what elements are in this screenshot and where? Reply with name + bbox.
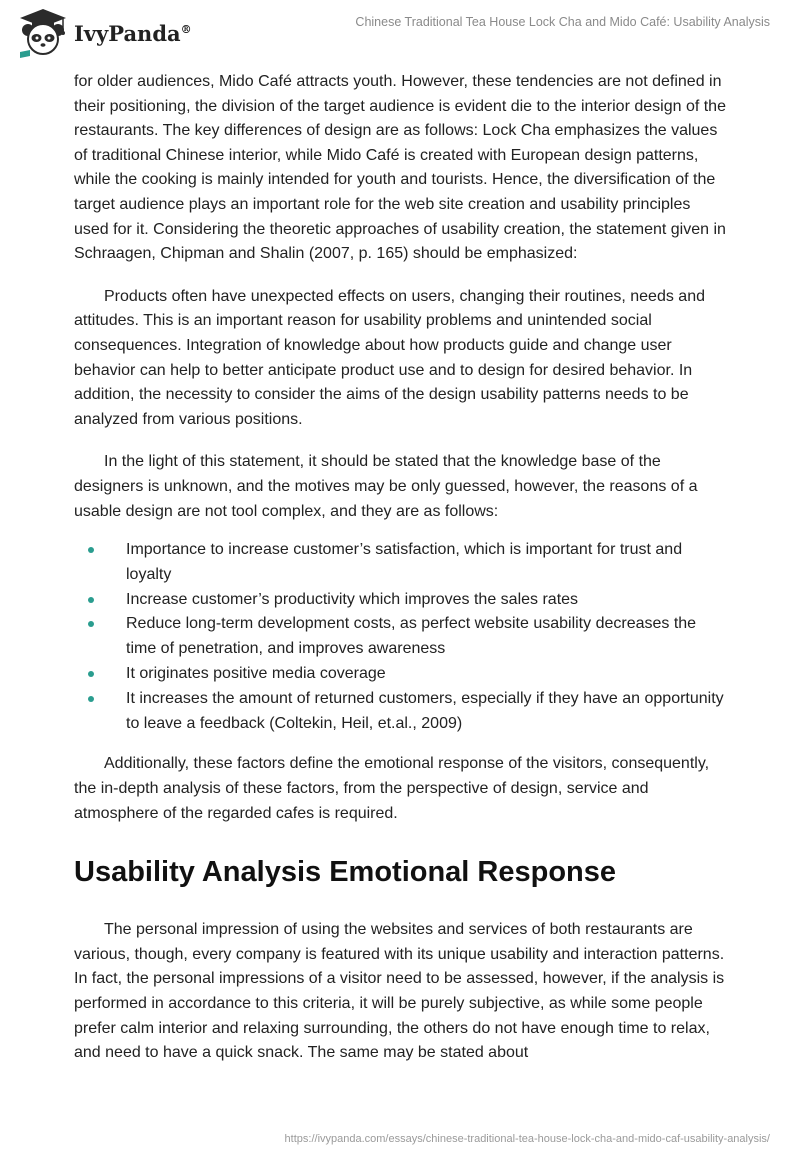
paragraph: The personal impression of using the websites and services of both restaurants are various, though, every company is featured with its unique usability and interaction patterns. In fact, the personal impressions of a visitor need to be assessed, however, if the analysis is performed in accordance to this criteria, it will be purely subjective, as while some people prefer calm interior and relaxing surrounding, the others do not have enough time to relax, and need to have a quick snack. The same may be stated about (74, 921, 725, 1062)
list-item: It increases the amount of returned customers, especially if they have an opportunity to leave a feedback (Coltekin, Heil, et.al., 2009) (74, 687, 729, 737)
block-quote: Products often have unexpected effects on users, changing their routines, needs and attitudes. This is an important reason for usability problems and unintended social consequences. Integration of knowledge about how products guide and change user behavior can help to better anticipate product use and to design for desired behavior. In addition, the necessity to consider the aims of the design usability patterns needs to be analyzed from various positions. (74, 287, 705, 428)
bullet-icon (88, 547, 94, 553)
panda-graduate-icon (14, 6, 72, 58)
list-item: Importance to increase customer’s satisfaction, which is important for trust and loyalty (74, 538, 729, 588)
reasons-list (74, 538, 729, 736)
bullet-icon (88, 621, 94, 627)
brand-name: IvyPanda® (74, 20, 192, 46)
paragraph: for older audiences, Mido Café attracts youth. However, these tendencies are not defined in their positioning, the division of the target audience is evident die to the interior design of the restaurants. The key differences of design are as follows: Lock Cha emphasizes the values of traditional Chinese interior, while Mido Café is created with European design patterns, while the cooking is mainly intended for youth and tourists. Hence, the diversification of the target audience plays an important role for the web site creation and usability principles used for it. Considering the theoretic approaches of usability creation, the statement given in Schraagen, Chipman and Shalin (2007, p. 165) should be emphasized: (74, 73, 726, 263)
list-item: Increase customer’s productivity which improves the sales rates (74, 588, 729, 613)
list-item: It originates positive media coverage (74, 662, 729, 687)
section-heading: Usability Analysis Emotional Response (74, 856, 617, 889)
bullet-icon (88, 597, 94, 603)
list-item: Reduce long-term development costs, as perfect website usability decreases the time of penetration, and improves awareness (74, 612, 729, 662)
source-url[interactable]: https://ivypanda.com/essays/chinese-traditional-tea-house-lock-cha-and-mido-caf-usability-analysis/ (284, 1133, 770, 1145)
document-title: Chinese Traditional Tea House Lock Cha and Mido Café: Usability Analysis (355, 15, 770, 29)
brand-logo[interactable] (14, 6, 192, 58)
paragraph: In the light of this statement, it should be stated that the knowledge base of the designers is unknown, and the motives may be only guessed, however, the reasons of a usable design are not tool complex, and they are as follows: (74, 453, 698, 520)
essay-body (74, 70, 729, 1066)
page-header (0, 0, 800, 64)
paragraph: Additionally, these factors define the emotional response of the visitors, consequently, the in-depth analysis of these factors, from the perspective of design, service and atmosphere of the regarded cafes is required. (74, 755, 710, 822)
bullet-icon (88, 671, 94, 677)
bullet-icon (88, 696, 94, 702)
